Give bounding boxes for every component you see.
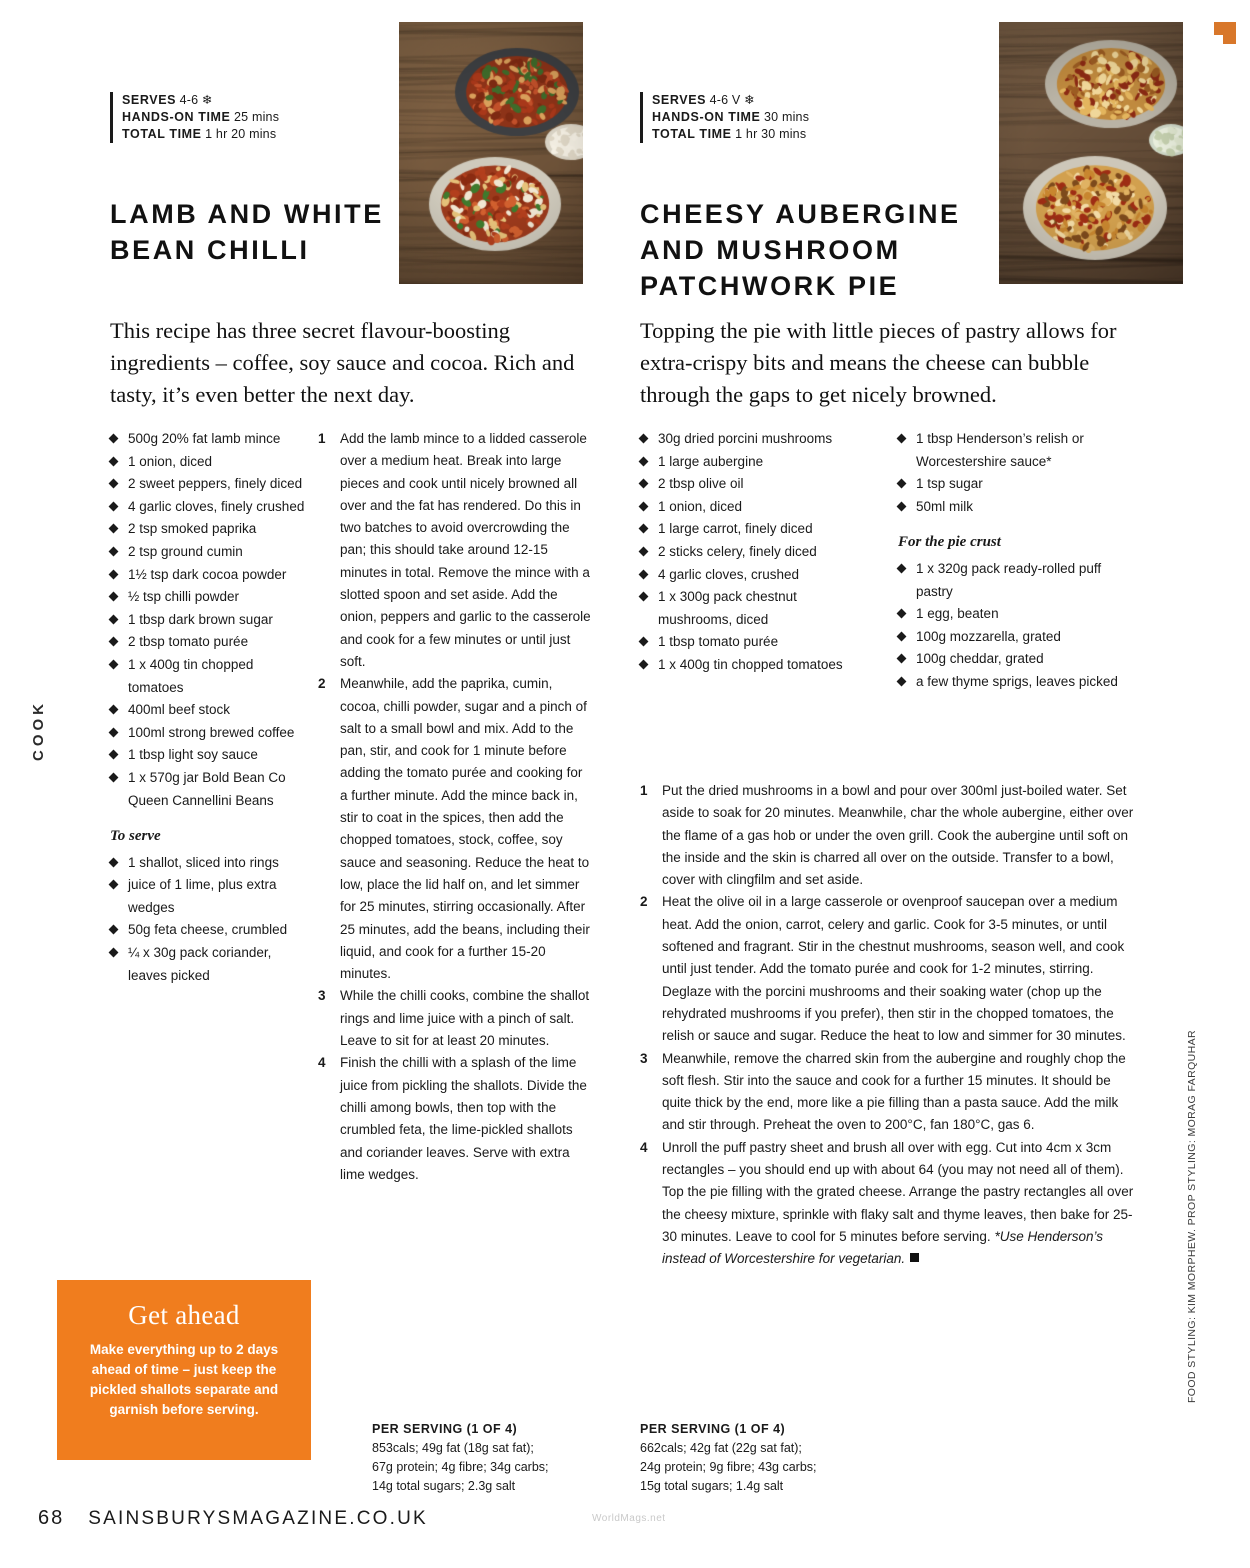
ingredient-text: 1 tbsp dark brown sugar	[128, 611, 273, 627]
ingredient-text: 100g cheddar, grated	[916, 651, 1044, 667]
ingredient-text: 2 tsp ground cumin	[128, 543, 243, 559]
get-ahead-body: Make everything up to 2 days ahead of time – just keep the pickled shallots separate and garnish before serving.	[89, 1342, 279, 1417]
diamond-bullet-icon	[109, 524, 119, 534]
ingredient-item	[110, 767, 310, 812]
ingredient-text: 2 tbsp olive oil	[658, 476, 744, 492]
ingredient-item	[110, 874, 310, 919]
method-step	[640, 1048, 1140, 1137]
total-time-label: TOTAL TIME	[122, 127, 202, 141]
ingredient-text: 500g 20% fat lamb mince	[128, 431, 281, 446]
ingredient-item	[110, 852, 310, 875]
ingredient-text: 1 large aubergine	[658, 453, 764, 469]
method-step	[640, 780, 1140, 891]
ingredient-text: 50g feta cheese, crumbled	[128, 922, 288, 938]
ingredient-item	[110, 609, 310, 632]
hands-on-value: 25 mins	[233, 110, 280, 124]
method-step	[318, 1052, 593, 1186]
diamond-bullet-icon	[109, 880, 119, 890]
method-step	[640, 891, 1140, 1047]
ingredient-item	[110, 473, 310, 496]
ingredient-text: 1 onion, diced	[128, 453, 213, 469]
page-footer	[38, 1507, 428, 1530]
step-text: Meanwhile, add the paprika, cumin, cocoa, chilli powder, sugar and a pinch of salt to a small bowl and mix. Add to the pan, stir, and cook for 1 minute before adding the tomato purée and cooking for a further minute. Add the mince back in, stir to coat in the spices, then add the chopped tomatoes, stock, coffee, soy sauce and seasoning. Reduce the heat to low, place the lid half on, and let simmer for 25 minutes, stirring occasionally. After 25 minutes, add the beans, including their liquid, and cook for a further 15-20 minutes.	[340, 676, 590, 982]
ingredient-item	[110, 654, 310, 699]
method-step	[318, 673, 593, 985]
ingredients-subhead-right: For the pie crust	[898, 534, 1001, 551]
diamond-bullet-icon	[897, 434, 907, 444]
diamond-bullet-icon	[639, 547, 649, 557]
ingredients-left	[110, 428, 310, 987]
ingredients-right-col2	[898, 428, 1128, 694]
diamond-bullet-icon	[109, 479, 119, 489]
diamond-bullet-icon	[109, 501, 119, 511]
diamond-bullet-icon	[897, 676, 907, 686]
website-url: SAINSBURYSMAGAZINE.CO.UK	[88, 1508, 428, 1529]
diamond-bullet-icon	[109, 750, 119, 760]
step-text: Finish the chilli with a splash of the lime juice from pickling the shallots. Divide the chilli among bowls, then top with the crumbled feta, the lime-pickled shallots and coriander leaves. Serve with extra lime wedges.	[340, 1055, 587, 1182]
ingredient-item	[640, 496, 870, 519]
hands-on-value: 30 mins	[763, 110, 810, 124]
ingredient-text: 50ml milk	[916, 498, 974, 514]
ingredient-item	[640, 586, 870, 631]
diamond-bullet-icon	[639, 456, 649, 466]
ingredient-text: 4 garlic cloves, finely crushed	[128, 498, 305, 514]
per-serving-left	[372, 1420, 602, 1496]
diamond-bullet-icon	[109, 705, 119, 715]
ingredient-item	[898, 626, 1128, 649]
ingredient-text: 1 x 400g tin chopped tomatoes	[658, 656, 843, 672]
diamond-bullet-icon	[109, 659, 119, 669]
ingredient-text: 1½ tsp dark cocoa powder	[128, 566, 287, 582]
ingredient-item	[640, 518, 870, 541]
ingredient-text: 1 x 400g tin chopped tomatoes	[128, 656, 254, 695]
diamond-bullet-icon	[109, 614, 119, 624]
step-text: Heat the olive oil in a large casserole or ovenproof saucepan over a medium heat. Add the onion, carrot, celery and garlic. Cook for 3-5 minutes, or until softened and fragrant. Stir in the chestnut mushrooms, season well, and cook until just tender. Add the tomato purée and cook for 1-2 minutes, stirring. Deglaze with the porcini mushrooms and their soaking water (chop up the rehydrated mushrooms if you prefer), then stir in the chopped tomatoes, the relish or sauce and sugar. Reduce the heat to low and simmer for 30 minutes.	[662, 894, 1126, 1044]
ingredient-item	[110, 722, 310, 745]
get-ahead-box	[57, 1280, 311, 1460]
method-left	[318, 428, 593, 1186]
per-serving-line: 24g protein; 9g fibre; 43g carbs;	[640, 1460, 817, 1474]
diamond-bullet-icon	[109, 637, 119, 647]
diamond-bullet-icon	[639, 569, 649, 579]
step-number: 4	[640, 1139, 648, 1155]
per-serving-heading-left: PER SERVING (1 OF 4)	[372, 1422, 518, 1436]
per-serving-line: 662cals; 42g fat (22g sat fat);	[640, 1441, 802, 1455]
method-footnote: *Use Henderson’s instead of Worcestershire for vegetarian.	[662, 1228, 1104, 1267]
diamond-bullet-icon	[109, 948, 119, 958]
ingredient-item	[640, 541, 870, 564]
ingredient-text: 1 x 300g pack chestnut mushrooms, diced	[658, 589, 797, 627]
ingredient-text: ½ tsp chilli powder	[128, 589, 240, 605]
step-number: 4	[318, 1055, 326, 1071]
ingredient-text: 1 tbsp light soy sauce	[128, 747, 258, 763]
diamond-bullet-icon	[109, 592, 119, 602]
ingredient-text: 100g mozzarella, grated	[916, 628, 1061, 644]
ingredient-item	[110, 564, 310, 587]
hands-on-label: HANDS-ON TIME	[122, 110, 231, 124]
diamond-bullet-icon	[897, 631, 907, 641]
recipe-title-left: LAMB AND WHITE BEAN CHILLI	[110, 199, 384, 266]
serves-label: SERVES	[122, 93, 177, 107]
ingredient-text: 2 sweet peppers, finely diced	[128, 476, 303, 492]
recipe-photo-lamb-chilli	[399, 22, 583, 284]
ingredient-item	[640, 428, 870, 451]
diamond-bullet-icon	[639, 659, 649, 669]
ingredient-text: juice of 1 lime, plus extra wedges	[128, 877, 277, 915]
per-serving-line: 14g total sugars; 2.3g salt	[372, 1479, 516, 1493]
ingredient-item	[898, 648, 1128, 671]
diamond-bullet-icon	[109, 456, 119, 466]
per-serving-line: 15g total sugars; 1.4g salt	[640, 1479, 784, 1493]
method-right	[640, 780, 1140, 1271]
ingredient-item	[898, 496, 1128, 519]
ingredient-item	[110, 744, 310, 767]
diamond-bullet-icon	[109, 727, 119, 737]
page-number: 68	[38, 1507, 65, 1529]
diamond-bullet-icon	[109, 434, 119, 444]
step-text: Put the dried mushrooms in a bowl and pour over 300ml just-boiled water. Set aside to soak for 20 minutes. Meanwhile, char the whole aubergine, either over the flame of a gas hob or under the oven grill. Cook the aubergine until soft on the inside and the skin is charred all over on the outside. Transfer to a bowl, cover with clingfilm and set aside.	[662, 783, 1134, 888]
ingredient-text: 1 tbsp tomato purée	[658, 634, 779, 650]
serves-value: 4-6 ❄	[179, 93, 213, 107]
corner-mark	[1214, 22, 1236, 44]
ingredient-text: 100ml strong brewed coffee	[128, 724, 295, 740]
ingredient-text: 2 sticks celery, finely diced	[658, 543, 817, 559]
ingredient-item	[110, 428, 310, 451]
ingredient-item	[640, 473, 870, 496]
step-number: 2	[640, 894, 648, 910]
diamond-bullet-icon	[109, 925, 119, 935]
per-serving-line: 853cals; 49g fat (18g sat fat);	[372, 1441, 534, 1455]
ingredient-item	[898, 603, 1128, 626]
ingredient-text: 1 tsp sugar	[916, 476, 983, 492]
ingredient-text: 30g dried porcini mushrooms	[658, 431, 833, 446]
recipe-standfirst-right: Topping the pie with little pieces of pastry allows for extra-crispy bits and means the cheese can bubble through the gaps to get nicely browned.	[640, 317, 1117, 407]
end-of-article-mark	[910, 1253, 919, 1262]
ingredient-text: a few thyme sprigs, leaves picked	[916, 673, 1118, 689]
total-time-value: 1 hr 30 mins	[735, 127, 807, 141]
get-ahead-title: Get ahead	[128, 1300, 240, 1330]
ingredient-item	[110, 631, 310, 654]
step-number: 1	[640, 783, 648, 798]
diamond-bullet-icon	[639, 592, 649, 602]
method-step	[640, 1137, 1140, 1271]
ingredient-item	[110, 451, 310, 474]
watermark: WorldMags.net	[592, 1513, 666, 1524]
serves-value: 4-6 V ❄	[709, 93, 755, 107]
ingredient-item	[898, 473, 1128, 496]
diamond-bullet-icon	[639, 479, 649, 489]
diamond-bullet-icon	[897, 654, 907, 664]
ingredient-item	[110, 919, 310, 942]
method-step	[318, 985, 593, 1052]
diamond-bullet-icon	[639, 434, 649, 444]
diamond-bullet-icon	[897, 479, 907, 489]
ingredient-item	[640, 451, 870, 474]
diamond-bullet-icon	[109, 569, 119, 579]
ingredient-text: 2 tsp smoked paprika	[128, 521, 257, 537]
step-text: Meanwhile, remove the charred skin from the aubergine and roughly chop the soft flesh. Stir into the sauce and cook for a further 15 minutes. It should be quite thick by the end, more like a pie filling than a pasta sauce. Add the milk and stir through. Preheat the oven to 200°C, fan 180°C, gas 6.	[662, 1050, 1126, 1133]
ingredient-item	[110, 942, 310, 987]
ingredient-text: 4 garlic cloves, crushed	[658, 566, 800, 582]
ingredient-item	[110, 496, 310, 519]
ingredient-item	[110, 699, 310, 722]
step-number: 3	[318, 988, 326, 1004]
ingredient-text: ¼ x 30g pack coriander, leaves picked	[128, 945, 272, 983]
diamond-bullet-icon	[109, 772, 119, 782]
step-text: Unroll the puff pastry sheet and brush all over with egg. Cut into 4cm x 3cm rectangles – you should end up with about 64 (you may not need all of them). Top the pie filling with the grated cheese. Arrange the pastry rectangles all over the cheesy mixture, sprinkle with flaky salt and thyme leaves, then bake for 25-30 minutes. Leave to cool for 5 minutes before serving.	[662, 1139, 1134, 1244]
step-text: While the chilli cooks, combine the shallot rings and lime juice with a pinch of salt. Leave to sit for at least 20 minutes.	[340, 988, 590, 1049]
ingredient-item	[110, 518, 310, 541]
ingredient-item	[898, 428, 1128, 473]
per-serving-heading-right: PER SERVING (1 OF 4)	[640, 1422, 786, 1436]
ingredient-item	[640, 631, 870, 654]
diamond-bullet-icon	[109, 547, 119, 557]
diamond-bullet-icon	[897, 609, 907, 619]
ingredient-item	[640, 564, 870, 587]
step-number: 1	[318, 431, 326, 446]
ingredient-text: 1 tbsp Henderson’s relish or Worcestershire sauce*	[916, 431, 1084, 469]
ingredient-text: 1 onion, diced	[658, 498, 743, 514]
total-time-value: 1 hr 20 mins	[205, 127, 277, 141]
step-text: Add the lamb mince to a lidded casserole over a medium heat. Break into large pieces and cook until nicely browned all over and the fat has rendered. Do this in two batches to avoid overcrowding the pan; this should take around 12-15 minutes in total. Remove the mince with a slotted spoon and set aside. Add the onion, peppers and garlic to the casserole and cook for a few minutes or until just soft.	[340, 431, 591, 669]
recipe-meta-right	[640, 92, 809, 143]
ingredients-right-col1	[640, 428, 870, 677]
total-time-label: TOTAL TIME	[652, 127, 732, 141]
step-number: 3	[640, 1050, 648, 1066]
hands-on-label: HANDS-ON TIME	[652, 110, 761, 124]
diamond-bullet-icon	[639, 501, 649, 511]
ingredients-subhead-left: To serve	[110, 828, 161, 845]
section-tab: COOK	[30, 700, 47, 761]
ingredient-item	[898, 558, 1128, 603]
ingredient-item	[110, 586, 310, 609]
recipe-standfirst-left: This recipe has three secret flavour-boosting ingredients – coffee, soy sauce and cocoa. Rich and tasty, it’s even better the next day.	[110, 317, 575, 407]
ingredient-item	[110, 541, 310, 564]
diamond-bullet-icon	[639, 637, 649, 647]
ingredient-item	[640, 654, 870, 677]
ingredient-item	[898, 671, 1128, 694]
recipe-meta-left	[110, 92, 279, 143]
recipe-title-right: CHEESY AUBERGINE AND MUSHROOM PATCHWORK PIE	[640, 199, 961, 302]
diamond-bullet-icon	[897, 501, 907, 511]
diamond-bullet-icon	[639, 524, 649, 534]
ingredient-text: 1 x 320g pack ready-rolled puff pastry	[916, 560, 1102, 599]
photo-credits: FOOD STYLING: KIM MORPHEW. PROP STYLING: MORAG FARQUHAR	[1186, 1030, 1198, 1404]
serves-label: SERVES	[652, 93, 707, 107]
method-step	[318, 428, 593, 673]
diamond-bullet-icon	[897, 564, 907, 574]
per-serving-line: 67g protein; 4g fibre; 34g carbs;	[372, 1460, 549, 1474]
per-serving-right	[640, 1420, 920, 1496]
step-number: 2	[318, 676, 326, 692]
ingredient-text: 1 egg, beaten	[916, 606, 999, 622]
ingredient-text: 1 large carrot, finely diced	[658, 521, 813, 537]
ingredient-text: 400ml beef stock	[128, 702, 231, 718]
diamond-bullet-icon	[109, 857, 119, 867]
ingredient-text: 1 shallot, sliced into rings	[128, 854, 279, 870]
ingredient-text: 2 tbsp tomato purée	[128, 634, 249, 650]
recipe-photo-aubergine-pie	[999, 22, 1183, 284]
ingredient-text: 1 x 570g jar Bold Bean Co Queen Cannellini Beans	[128, 769, 286, 808]
